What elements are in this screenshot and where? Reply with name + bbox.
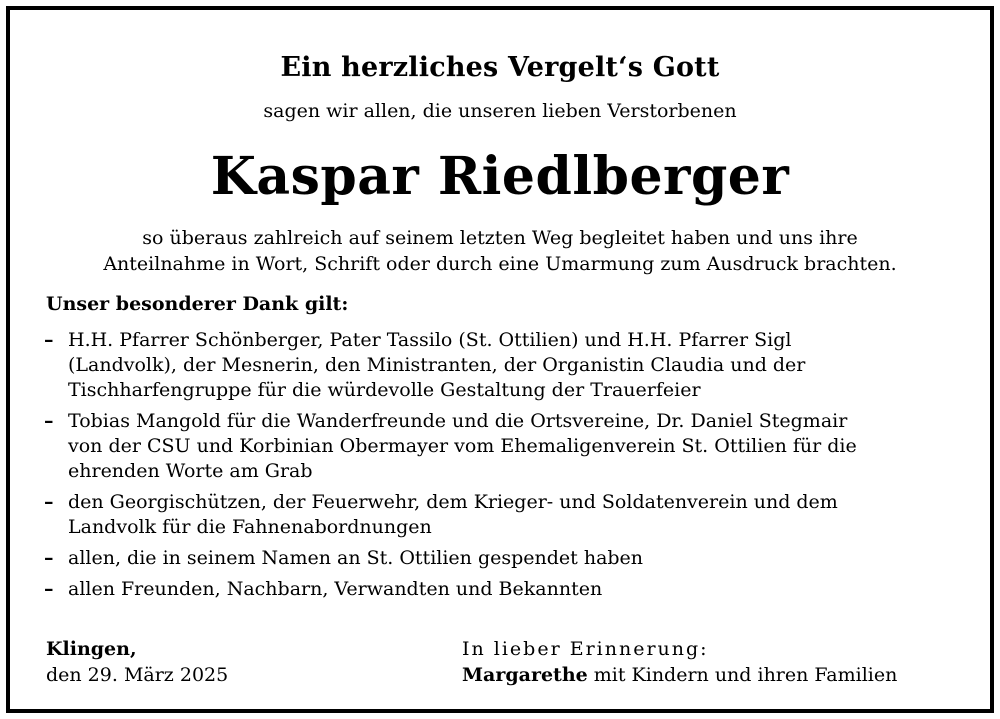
list-item-line: allen, die in seinem Namen an St. Ottilien gespendet haben — [68, 547, 644, 569]
thanks-list — [44, 328, 960, 608]
signoff-line — [462, 664, 897, 686]
dash-bullet: – — [44, 410, 54, 432]
dash-bullet: – — [44, 491, 54, 513]
deceased-name: Kaspar Riedlberger — [210, 146, 790, 207]
list-item — [44, 328, 960, 403]
list-item-line: H.H. Pfarrer Schönberger, Pater Tassilo (St. Ottilien) und H.H. Pfarrer Sigl — [68, 329, 792, 351]
notice-frame — [6, 6, 994, 713]
list-item-line: den Georgischützen, der Feuerwehr, dem Krieger- und Soldatenverein und dem — [68, 491, 838, 513]
list-item-line: allen Freunden, Nachbarn, Verwandten und Bekannten — [68, 578, 603, 600]
signoff-name: Margarethe — [462, 664, 588, 686]
list-item-line: Tischharfengruppe für die würdevolle Gestaltung der Trauerfeier — [68, 379, 701, 401]
intro-line: Anteilnahme in Wort, Schrift oder durch eine Umarmung zum Ausdruck brachten. — [103, 253, 897, 275]
list-item — [44, 577, 960, 602]
intro-text — [40, 225, 960, 277]
list-item-line: Tobias Mangold für die Wanderfreunde und die Ortsvereine, Dr. Daniel Stegmair — [68, 410, 848, 432]
dash-bullet: – — [44, 547, 54, 569]
thanks-heading: Unser besonderer Dank gilt: — [46, 293, 349, 315]
list-item — [44, 546, 960, 571]
intro-line: so überaus zahlreich auf seinem letzten Weg begleitet haben und uns ihre — [142, 227, 858, 249]
list-item-line: (Landvolk), der Mesnerin, den Ministranten, der Organistin Claudia und der — [68, 354, 806, 376]
list-item — [44, 409, 960, 484]
date-line: den 29. März 2025 — [46, 664, 229, 686]
notice-title: Ein herzliches Vergelt‘s Gott — [280, 52, 720, 83]
place-name: Klingen, — [46, 638, 137, 660]
list-item-line: ehrenden Worte am Grab — [68, 460, 313, 482]
notice-subtitle: sagen wir allen, die unseren lieben Verstorbenen — [263, 100, 737, 122]
list-item-line: von der CSU und Korbinian Obermayer vom Ehemaligenverein St. Ottilien für die — [68, 435, 857, 457]
signoff-rest: mit Kindern und ihren Familien — [587, 664, 898, 686]
list-item-line: Landvolk für die Fahnenabordnungen — [68, 516, 432, 538]
dash-bullet: – — [44, 578, 54, 600]
memory-line: In lieber Erinnerung: — [462, 638, 709, 660]
dash-bullet: – — [44, 329, 54, 351]
list-item — [44, 490, 960, 540]
